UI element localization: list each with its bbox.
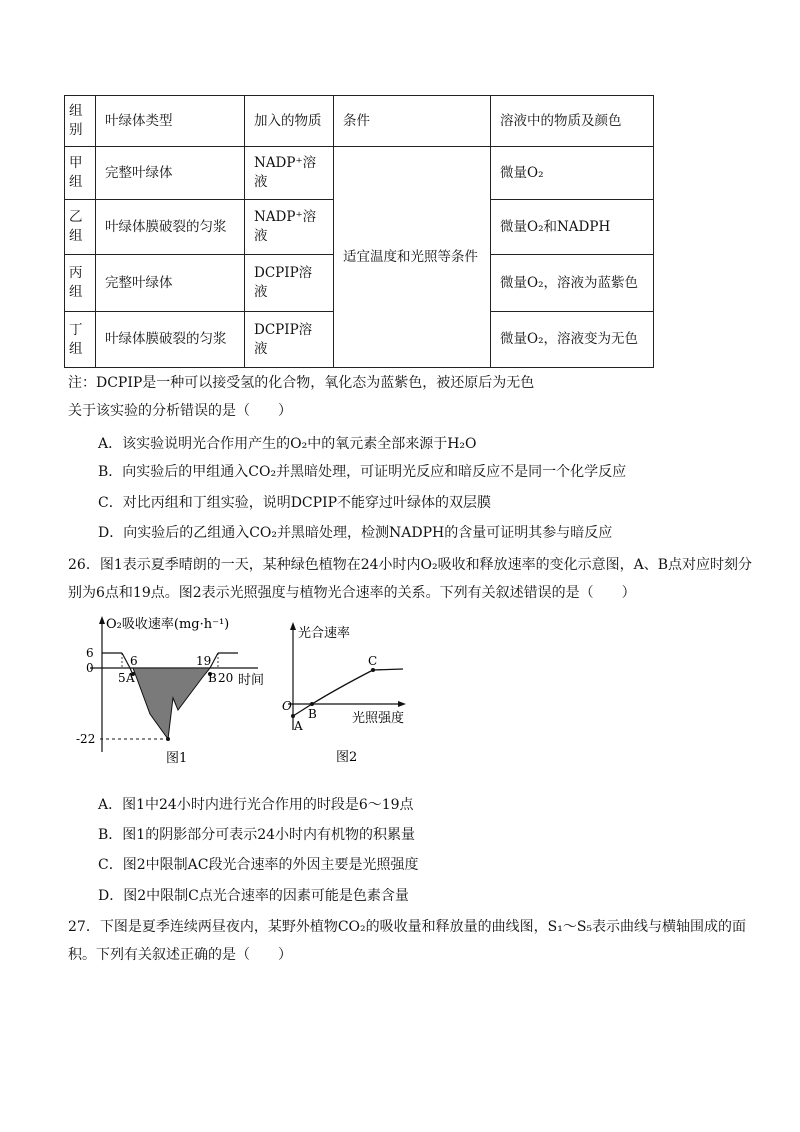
row-result: 微量O₂，溶液为蓝紫色 bbox=[491, 255, 654, 312]
fig2-caption: 图2 bbox=[336, 750, 358, 765]
fig1-label-a: A bbox=[126, 671, 135, 685]
q26-option-b: B．图1的阴影部分可表示24小时内有机物的积累量 bbox=[98, 827, 416, 843]
fig1-ytick-6: 6 bbox=[86, 646, 94, 660]
fig1-curve-down bbox=[122, 653, 130, 668]
fig2-y-arrow bbox=[290, 622, 296, 630]
figure-1 bbox=[60, 612, 265, 772]
fig1-ylabel: O₂吸收速率(mg·h⁻¹) bbox=[106, 617, 230, 632]
figure-2 bbox=[278, 618, 418, 768]
header-result: 溶液中的物质及颜色 bbox=[491, 96, 654, 147]
row-type: 完整叶绿体 bbox=[96, 147, 245, 200]
fig2-xlabel: 光照强度 bbox=[352, 711, 405, 726]
header-type: 叶绿体类型 bbox=[96, 96, 245, 147]
fig1-label-b: B bbox=[208, 671, 217, 685]
q25-option-b: B．向实验后的甲组通入CO₂并黑暗处理，可证明光反应和暗反应不是同一个化学反应 bbox=[98, 464, 627, 480]
table-note: 注：DCPIP是一种可以接受氢的化合物，氧化态为蓝紫色，被还原后为无色 bbox=[68, 375, 535, 391]
q26-option-a: A．图1中24小时内进行光合作用的时段是6～19点 bbox=[98, 797, 414, 813]
row-result: 微量O₂ bbox=[491, 147, 654, 200]
row-type: 完整叶绿体 bbox=[96, 255, 245, 312]
fig1-ytick-0: 0 bbox=[86, 661, 94, 675]
fig2-point-b bbox=[310, 702, 314, 706]
row-group: 甲组 bbox=[65, 147, 96, 200]
experiment-table bbox=[64, 95, 654, 368]
fig1-y-arrow bbox=[99, 616, 105, 624]
q26-stem: 26．图1表示夏季晴朗的一天，某种绿色植物在24小时内O₂吸收和释放速率的变化示意图，A、B点对应时刻分别为6点和19点。图2表示光照强度与植物光合速率的关系。下列有关叙述错误的是（ ） bbox=[68, 557, 753, 601]
header-group: 组别 bbox=[65, 96, 96, 147]
fig1-point-min bbox=[166, 737, 170, 741]
table-header-row bbox=[65, 96, 654, 147]
row-substance: DCPIP溶液 bbox=[245, 312, 334, 368]
fig1-mark-6: 6 bbox=[130, 654, 138, 668]
row-group: 丙组 bbox=[65, 255, 96, 312]
fig1-shaded-area bbox=[133, 668, 210, 739]
fig1-caption: 图1 bbox=[166, 751, 188, 766]
fig1-xlabel: 时间 bbox=[238, 673, 265, 688]
fig1-ytick-neg22: -22 bbox=[76, 732, 96, 746]
row-substance: NADP⁺溶液 bbox=[245, 147, 334, 200]
row-result: 微量O₂，溶液变为无色 bbox=[491, 312, 654, 368]
condition-cell: 适宜温度和光照等条件 bbox=[334, 147, 491, 368]
fig2-label-c: C bbox=[368, 654, 378, 668]
fig1-mark-19: 19 bbox=[196, 654, 212, 668]
row-result: 微量O₂和NADPH bbox=[491, 200, 654, 255]
q25-option-d: D．向实验后的乙组通入CO₂并黑暗处理，检测NADPH的含量可证明其参与暗反应 bbox=[98, 525, 613, 541]
row-group: 乙组 bbox=[65, 200, 96, 255]
fig2-point-a bbox=[291, 714, 295, 718]
row-type: 叶绿体膜破裂的匀浆 bbox=[96, 312, 245, 368]
fig2-point-c bbox=[371, 668, 375, 672]
fig2-label-b: B bbox=[308, 707, 317, 721]
fig2-label-o: O bbox=[282, 699, 292, 713]
table-row bbox=[65, 147, 654, 200]
fig1-mark-5: 5 bbox=[118, 671, 126, 685]
fig1-mark-20: 20 bbox=[218, 671, 234, 685]
row-substance: NADP⁺溶液 bbox=[245, 200, 334, 255]
fig2-x-arrow bbox=[398, 701, 406, 707]
q27-stem: 27．下图是夏季连续两昼夜内，某野外植物CO₂的吸收量和释放量的曲线图，S₁～S₅表示曲线与横轴围成的面积。下列有关叙述正确的是（ ） bbox=[68, 919, 747, 963]
row-type: 叶绿体膜破裂的匀浆 bbox=[96, 200, 245, 255]
q25-option-a: A．该实验说明光合作用产生的O₂中的氧元素全部来源于H₂O bbox=[98, 436, 477, 452]
row-group: 丁组 bbox=[65, 312, 96, 368]
header-condition: 条件 bbox=[334, 96, 491, 147]
fig2-ylabel: 光合速率 bbox=[298, 626, 351, 641]
header-substance: 加入的物质 bbox=[245, 96, 334, 147]
fig2-label-a: A bbox=[294, 719, 303, 733]
q25-stem: 关于该实验的分析错误的是（ ） bbox=[68, 403, 292, 419]
q26-option-d: D．图2中限制C点光合速率的因素可能是色素含量 bbox=[98, 888, 409, 904]
q25-option-c: C．对比丙组和丁组实验，说明DCPIP不能穿过叶绿体的双层膜 bbox=[98, 495, 492, 511]
q26-option-c: C．图2中限制AC段光合速率的外因主要是光照强度 bbox=[98, 857, 419, 873]
row-substance: DCPIP溶液 bbox=[245, 255, 334, 312]
